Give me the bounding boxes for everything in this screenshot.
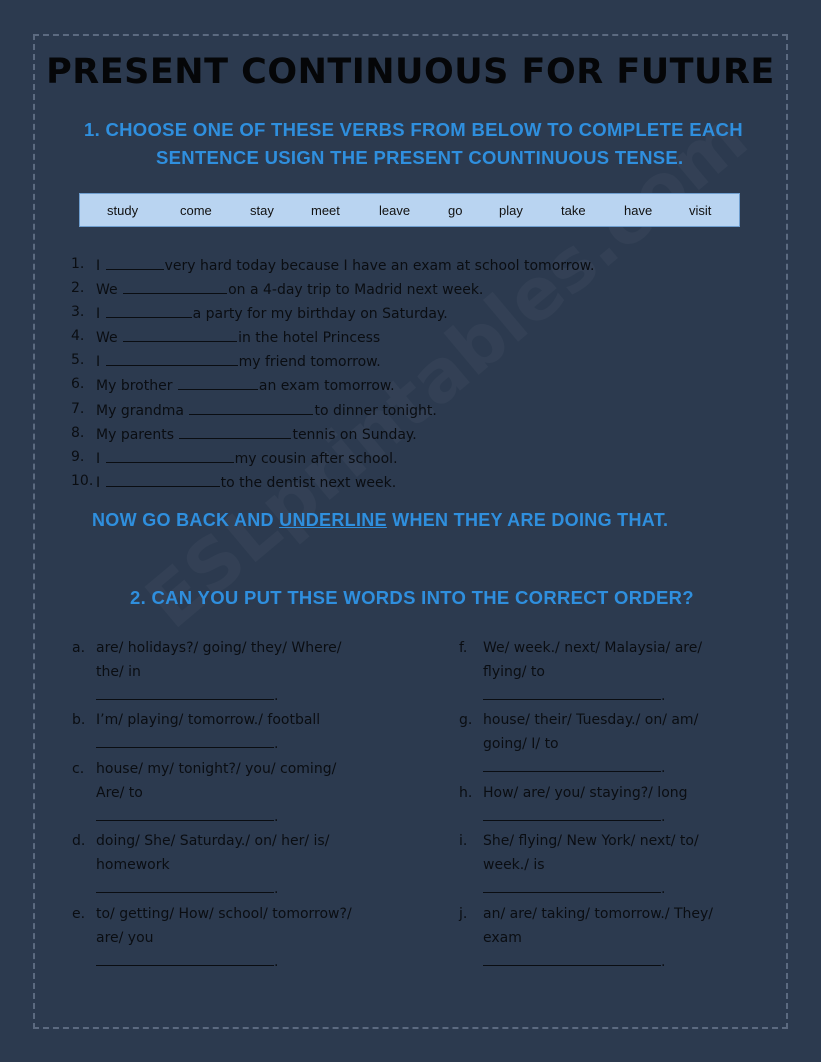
section2-instruction: 2. CAN YOU PUT THSE WORDS INTO THE CORRECT ORDER? <box>130 587 694 608</box>
answer-line-j[interactable] <box>483 951 661 966</box>
blank-4[interactable] <box>123 328 237 342</box>
page-title: PRESENT CONTINUOUS FOR FUTURE <box>46 52 775 92</box>
followup-instruction: NOW GO BACK AND UNDERLINE WHEN THEY ARE DOING THAT. <box>92 510 669 530</box>
blank-2[interactable] <box>123 280 227 294</box>
blank-9[interactable] <box>106 449 234 463</box>
verb-meet: meet <box>311 203 340 218</box>
verb-visit: visit <box>689 203 712 218</box>
section1-instruction-line1: 1. CHOOSE ONE OF THESE VERBS FROM BELOW TO COMPLETE EACH <box>84 119 743 140</box>
answer-line-e[interactable] <box>96 951 274 966</box>
verb-take: take <box>561 203 586 218</box>
blank-6[interactable] <box>178 376 258 390</box>
blank-10[interactable] <box>106 473 220 487</box>
answer-line-d[interactable] <box>96 878 274 893</box>
verb-play: play <box>499 203 523 218</box>
answer-line-c[interactable] <box>96 806 274 821</box>
blank-7[interactable] <box>189 401 313 415</box>
answer-line-i[interactable] <box>483 878 661 893</box>
answer-line-b[interactable] <box>96 733 274 748</box>
verb-go: go <box>448 203 463 218</box>
blank-5[interactable] <box>106 352 238 366</box>
verb-come: come <box>180 203 212 218</box>
blank-1[interactable] <box>106 256 164 270</box>
answer-line-h[interactable] <box>483 806 661 821</box>
verb-leave: leave <box>379 203 411 218</box>
section1-instruction-line2: SENTENCE USIGN THE PRESENT COUNTINUOUS TENSE. <box>156 147 684 168</box>
verb-stay: stay <box>250 203 274 218</box>
answer-line-f[interactable] <box>483 685 661 700</box>
blank-8[interactable] <box>179 425 291 439</box>
verb-box <box>79 193 740 227</box>
blank-3[interactable] <box>106 304 192 318</box>
underline-word: UNDERLINE <box>279 510 387 530</box>
answer-line-g[interactable] <box>483 757 661 772</box>
verb-study: study <box>107 203 139 218</box>
answer-line-a[interactable] <box>96 685 274 700</box>
verb-have: have <box>624 203 653 218</box>
